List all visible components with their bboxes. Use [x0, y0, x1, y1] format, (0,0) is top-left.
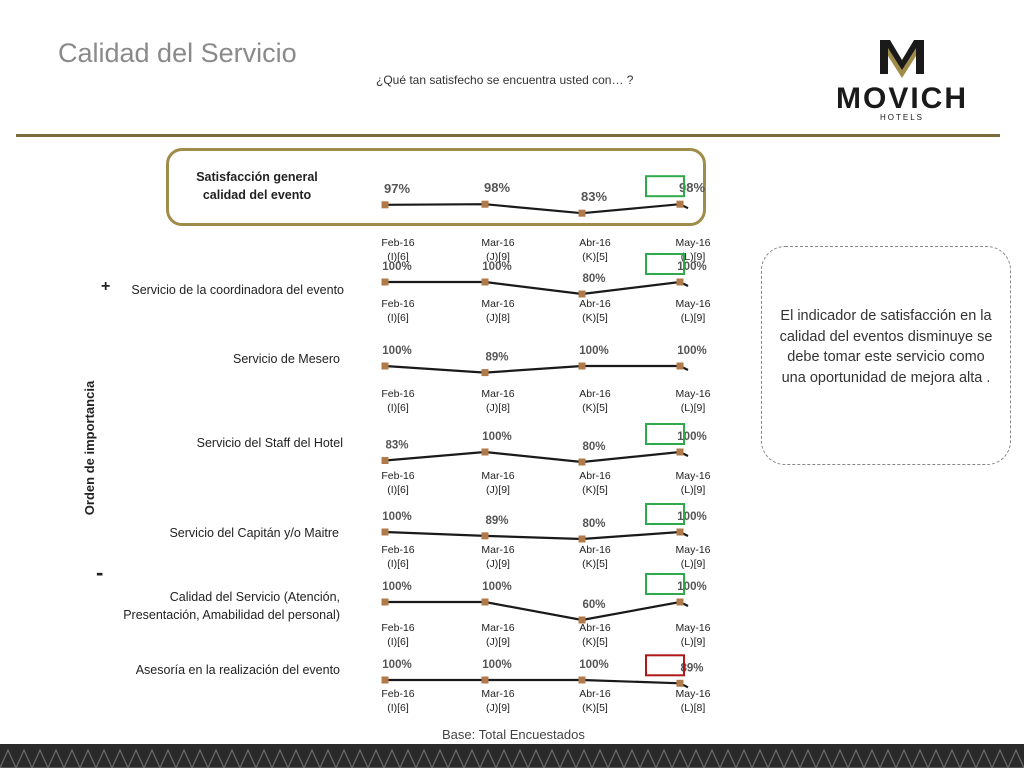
- page-title: Calidad del Servicio: [58, 38, 297, 68]
- tick-sublabel-0-1: (J)[9]: [486, 251, 510, 263]
- series-line-0: [385, 204, 688, 213]
- data-label-5-2: 60%: [582, 599, 606, 611]
- tick-sublabel-1-0: (I)[6]: [387, 312, 409, 324]
- row-label-mesero: Servicio de Mesero: [233, 352, 340, 366]
- tick-sublabel-6-3: (L)[8]: [680, 702, 706, 714]
- data-label-2-2: 100%: [579, 345, 609, 357]
- row-label-coordinadora: Servicio de la coordinadora del evento: [131, 283, 344, 297]
- series-line-5: [385, 602, 688, 620]
- series-line-6: [385, 680, 688, 687]
- data-point-1-3: [677, 279, 684, 286]
- tick-sublabel-1-2: (K)[5]: [582, 312, 608, 324]
- tick-label-0-1: Mar-16: [481, 237, 515, 249]
- data-point-3-2: [579, 459, 586, 466]
- data-point-5-1: [482, 599, 489, 606]
- data-label-4-3: 100%: [677, 511, 707, 523]
- footer-pattern: [0, 744, 1024, 768]
- tick-label-6-1: Mar-16: [481, 688, 515, 700]
- tick-sublabel-4-3: (L)[9]: [680, 558, 706, 570]
- tick-sublabel-0-3: (L)[9]: [680, 251, 706, 263]
- tick-sublabel-2-1: (J)[8]: [486, 402, 510, 414]
- series-line-3: [385, 452, 688, 462]
- data-label-1-2: 80%: [582, 273, 606, 285]
- tick-sublabel-6-0: (I)[6]: [387, 702, 409, 714]
- tick-sublabel-2-3: (L)[9]: [680, 402, 706, 414]
- data-label-6-1: 100%: [482, 659, 512, 671]
- data-point-5-0: [382, 599, 389, 606]
- data-label-0-0: 97%: [383, 180, 411, 196]
- tick-sublabel-0-0: (I)[6]: [387, 251, 409, 263]
- tick-label-2-1: Mar-16: [481, 388, 515, 400]
- data-point-0-3: [677, 201, 684, 208]
- row-label-calidad-servicio: Calidad del Servicio (Atención, Presentación, Amabilidad del personal): [123, 590, 340, 622]
- data-label-3-1: 100%: [482, 431, 512, 443]
- tick-label-1-1: Mar-16: [481, 298, 515, 310]
- data-label-5-3: 100%: [677, 581, 707, 593]
- tick-label-6-3: May-16: [675, 688, 711, 700]
- base-note: Base: Total Encuestados: [442, 727, 585, 742]
- tick-label-6-2: Abr-16: [579, 688, 611, 700]
- tick-sublabel-4-2: (K)[5]: [582, 558, 608, 570]
- logo-sub: HOTELS: [879, 113, 925, 122]
- tick-sublabel-6-1: (J)[9]: [486, 702, 510, 714]
- data-point-2-3: [677, 363, 684, 370]
- tick-label-0-0: Feb-16: [381, 237, 415, 249]
- tick-label-5-1: Mar-16: [481, 622, 515, 634]
- data-label-3-2: 80%: [582, 441, 606, 453]
- series-line-4: [385, 532, 688, 539]
- tick-label-3-0: Feb-16: [381, 470, 415, 482]
- tick-sublabel-5-1: (J)[9]: [486, 636, 510, 648]
- data-label-5-1: 100%: [482, 581, 512, 593]
- note-text: El indicador de satisfacción en la calidad del eventos disminuye se debe tomar este servicio como una oportunidad de mejora alta .: [779, 308, 993, 386]
- importance-axis-label: Orden de importancia: [82, 380, 97, 516]
- data-label-6-0: 100%: [382, 659, 412, 671]
- data-point-0-0: [382, 201, 389, 208]
- tick-label-1-2: Abr-16: [579, 298, 611, 310]
- data-label-0-3: 98%: [678, 180, 706, 196]
- tick-label-5-3: May-16: [675, 622, 711, 634]
- data-point-1-2: [579, 291, 586, 298]
- tick-label-2-2: Abr-16: [579, 388, 611, 400]
- data-point-0-1: [482, 201, 489, 208]
- tick-label-6-0: Feb-16: [381, 688, 415, 700]
- data-point-6-0: [382, 677, 389, 684]
- tick-label-3-2: Abr-16: [579, 470, 611, 482]
- data-label-6-2: 100%: [579, 659, 609, 671]
- tick-sublabel-6-2: (K)[5]: [582, 702, 608, 714]
- data-label-2-3: 100%: [677, 345, 707, 357]
- tick-label-4-2: Abr-16: [579, 544, 611, 556]
- data-label-1-3: 100%: [677, 261, 707, 273]
- tick-sublabel-3-2: (K)[5]: [582, 484, 608, 496]
- data-point-5-3: [677, 599, 684, 606]
- data-label-4-1: 89%: [485, 514, 509, 527]
- data-label-4-2: 80%: [582, 518, 606, 530]
- data-point-1-1: [482, 279, 489, 286]
- row-label-capitan: Servicio del Capitán y/o Maitre: [169, 526, 339, 540]
- importance-minus: -: [96, 560, 104, 585]
- data-point-4-2: [579, 536, 586, 543]
- tick-label-0-2: Abr-16: [579, 237, 611, 249]
- tick-label-0-3: May-16: [675, 237, 711, 249]
- tick-sublabel-1-1: (J)[8]: [486, 312, 510, 324]
- data-label-1-0: 100%: [382, 261, 412, 273]
- data-point-4-0: [382, 529, 389, 536]
- tick-sublabel-5-2: (K)[5]: [582, 636, 608, 648]
- data-label-1-1: 100%: [482, 261, 512, 273]
- data-label-0-1: 98%: [483, 180, 511, 196]
- data-point-3-3: [677, 449, 684, 456]
- tick-label-2-3: May-16: [675, 388, 711, 400]
- data-label-3-0: 83%: [385, 439, 409, 452]
- data-point-0-2: [579, 210, 586, 217]
- tick-label-1-3: May-16: [675, 298, 711, 310]
- data-label-5-0: 100%: [382, 581, 412, 593]
- highlight-marker-6: [646, 655, 684, 675]
- data-label-4-0: 100%: [382, 511, 412, 523]
- row-label-satisfaccion-general: Satisfacción general calidad del evento: [196, 170, 318, 202]
- data-label-0-2: 83%: [580, 189, 608, 205]
- tick-label-1-0: Feb-16: [381, 298, 415, 310]
- importance-plus: +: [101, 278, 111, 295]
- tick-sublabel-2-0: (I)[6]: [387, 402, 409, 414]
- tick-sublabel-4-1: (J)[9]: [486, 558, 510, 570]
- tick-sublabel-3-0: (I)[6]: [387, 484, 409, 496]
- tick-label-4-0: Feb-16: [381, 544, 415, 556]
- tick-sublabel-1-3: (L)[9]: [680, 312, 706, 324]
- data-label-6-3: 89%: [680, 662, 704, 675]
- tick-sublabel-4-0: (I)[6]: [387, 558, 409, 570]
- tick-sublabel-3-3: (L)[9]: [680, 484, 706, 496]
- data-label-3-3: 100%: [677, 431, 707, 443]
- data-label-2-1: 89%: [485, 351, 509, 364]
- series-line-2: [385, 366, 688, 373]
- data-point-4-3: [677, 529, 684, 536]
- page-subtitle: ¿Qué tan satisfecho se encuentra usted con… ?: [376, 73, 634, 87]
- data-point-2-0: [382, 363, 389, 370]
- data-point-2-1: [482, 369, 489, 376]
- tick-label-5-2: Abr-16: [579, 622, 611, 634]
- tick-label-4-3: May-16: [675, 544, 711, 556]
- series-line-1: [385, 282, 688, 294]
- data-point-1-0: [382, 279, 389, 286]
- tick-label-3-1: Mar-16: [481, 470, 515, 482]
- data-point-3-1: [482, 449, 489, 456]
- tick-sublabel-5-0: (I)[6]: [387, 636, 409, 648]
- tick-label-3-3: May-16: [675, 470, 711, 482]
- tick-sublabel-2-2: (K)[5]: [582, 402, 608, 414]
- row-label-asesoria: Asesoría en la realización del evento: [135, 663, 340, 677]
- data-point-3-0: [382, 457, 389, 464]
- tick-label-4-1: Mar-16: [481, 544, 515, 556]
- row-label-staff: Servicio del Staff del Hotel: [196, 436, 343, 450]
- data-point-2-2: [579, 363, 586, 370]
- tick-sublabel-0-2: (K)[5]: [582, 251, 608, 263]
- data-point-4-1: [482, 532, 489, 539]
- data-point-6-3: [677, 680, 684, 687]
- tick-sublabel-5-3: (L)[9]: [680, 636, 706, 648]
- tick-sublabel-3-1: (J)[9]: [486, 484, 510, 496]
- data-label-2-0: 100%: [382, 345, 412, 357]
- data-point-6-1: [482, 677, 489, 684]
- logo-brand: MOVICH: [836, 82, 968, 115]
- tick-label-5-0: Feb-16: [381, 622, 415, 634]
- tick-label-2-0: Feb-16: [381, 388, 415, 400]
- data-point-6-2: [579, 677, 586, 684]
